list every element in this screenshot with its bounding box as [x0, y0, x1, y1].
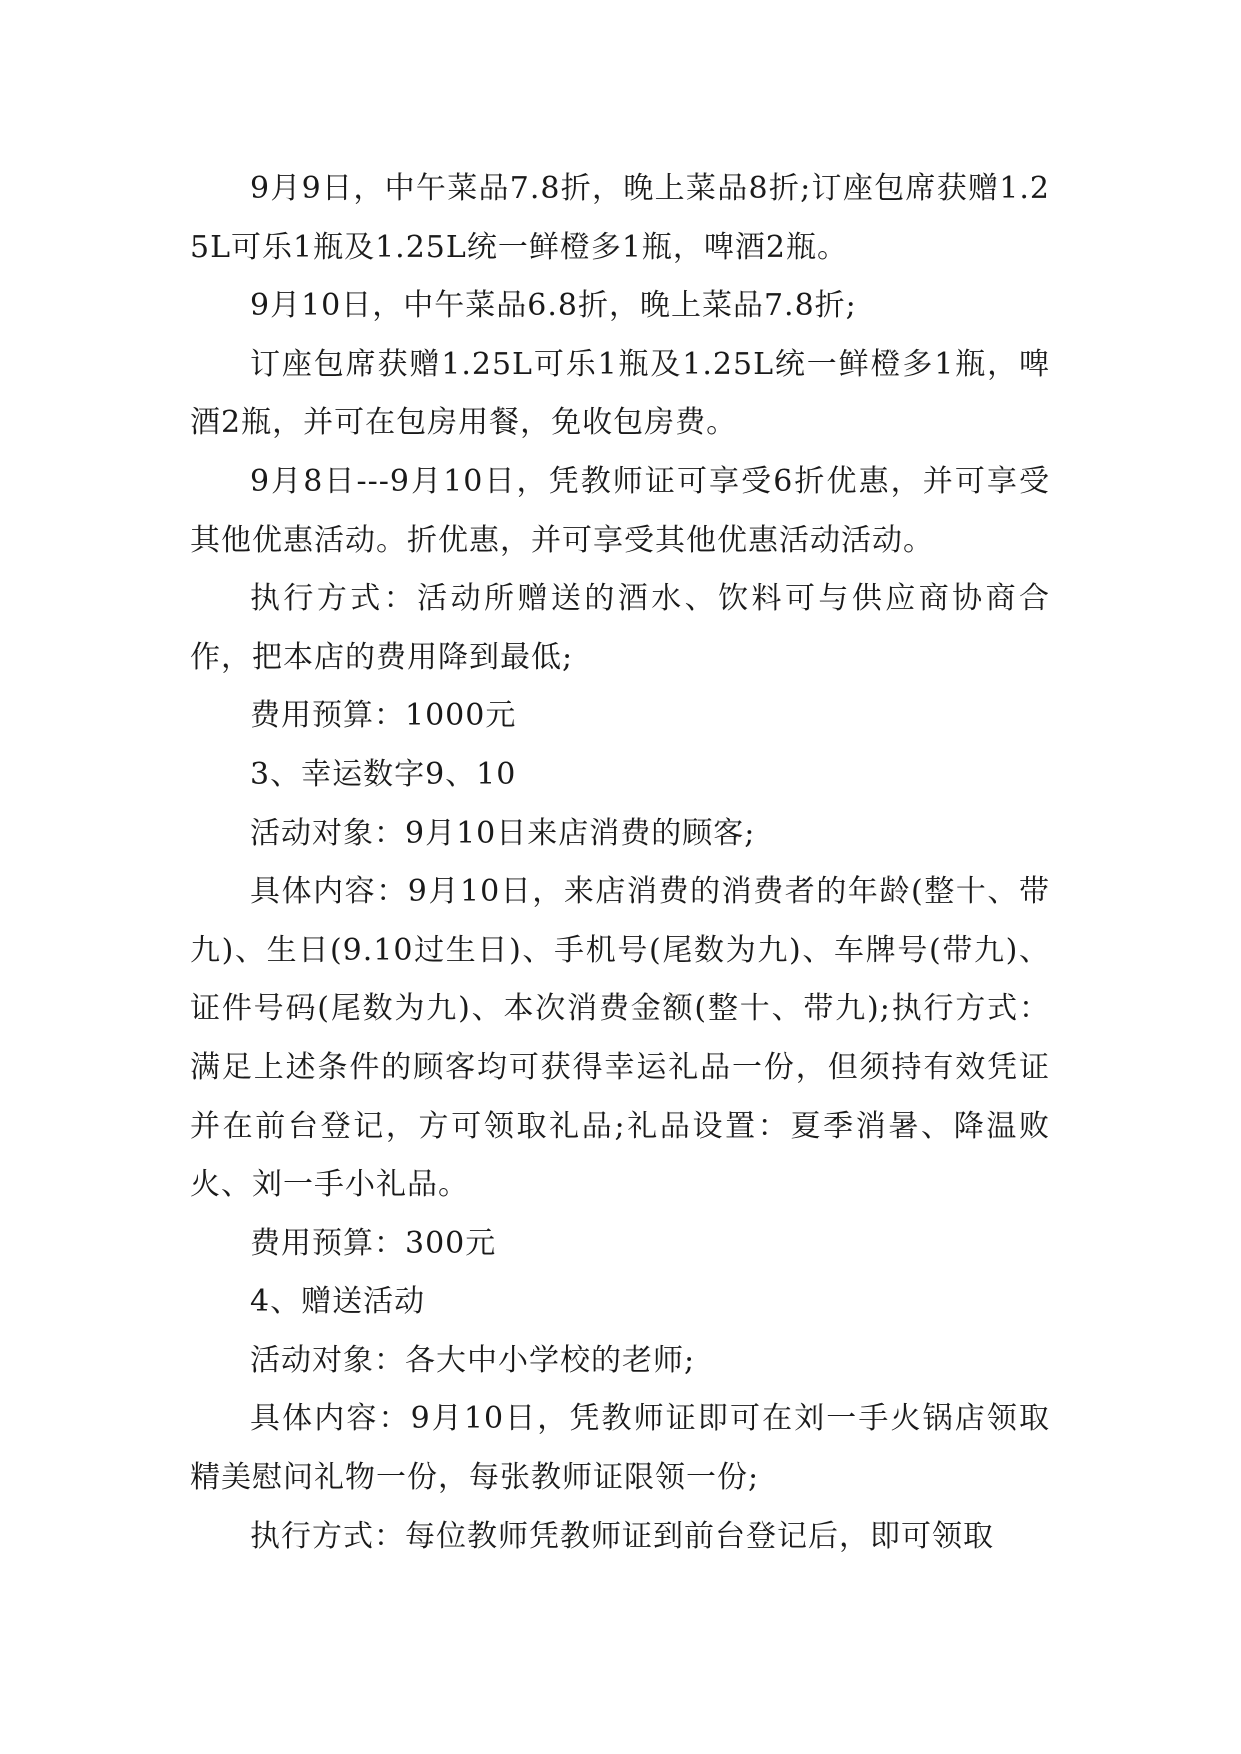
paragraph: 费用预算：1000元 — [250, 698, 517, 734]
paragraph: 执行方式：每位教师凭教师证到前台登记后，即可领取 — [250, 1518, 994, 1554]
paragraph: 9月8日---9月10日，凭教师证可享受6折优惠，并可享受其他优惠活动。折优惠，并可享受其他优惠活动活动。 — [190, 463, 1050, 558]
paragraph: 活动对象：各大中小学校的老师; — [250, 1342, 696, 1378]
paragraph: 费用预算：300元 — [250, 1225, 497, 1261]
section-heading: 4、赠送活动 — [250, 1284, 426, 1320]
paragraph: 具体内容：9月10日，来店消费的消费者的年龄(整十、带九)、生日(9.10过生日)、手机号(尾数为九)、车牌号(带九)、证件号码(尾数为九)、本次消费金额(整十、带九);执行方式：满足上述条件的顾客均可获得幸运礼品一份，但须持有效凭证并在前台登记，方可领取礼品;礼品设置：夏季消暑、降温败火、刘一手小礼品。 — [190, 874, 1050, 1203]
paragraph: 具体内容：9月10日，凭教师证即可在刘一手火锅店领取精美慰问礼物一份，每张教师证限领一份; — [190, 1401, 1050, 1496]
paragraph: 活动对象：9月10日来店消费的顾客; — [250, 815, 756, 851]
section-heading: 3、幸运数字9、10 — [250, 756, 517, 792]
paragraph: 9月10日，中午菜品6.8折，晚上菜品7.8折; — [250, 288, 857, 324]
paragraph: 订座包席获赠1.25L可乐1瓶及1.25L统一鲜橙多1瓶，啤酒2瓶，并可在包房用餐，免收包房费。 — [190, 346, 1050, 441]
document-body — [190, 160, 1050, 1566]
paragraph: 执行方式：活动所赠送的酒水、饮料可与供应商协商合作，把本店的费用降到最低; — [190, 581, 1050, 675]
paragraph: 9月9日，中午菜品7.8折，晚上菜品8折;订座包席获赠1.25L可乐1瓶及1.25L统一鲜橙多1瓶，啤酒2瓶。 — [190, 171, 1050, 265]
